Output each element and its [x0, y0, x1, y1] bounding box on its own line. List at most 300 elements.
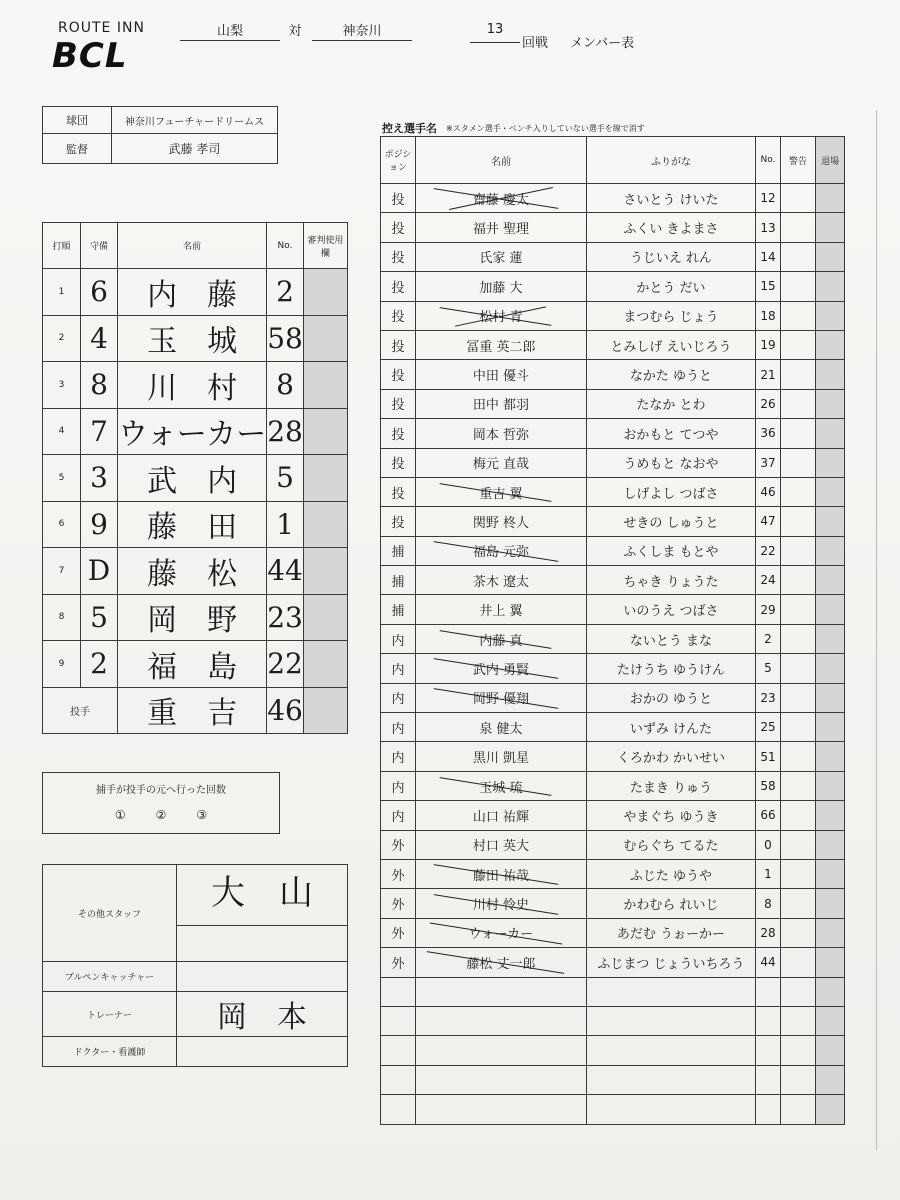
empty-cell: [416, 1036, 587, 1065]
lineup-pos: 5: [81, 594, 118, 641]
lineup-order: 9: [43, 641, 81, 688]
bench-pos: 内: [381, 683, 416, 712]
bench-name: 茶木 遼太: [472, 574, 530, 590]
bench-pos: 捕: [381, 595, 416, 624]
bench-eject-cell: [816, 301, 845, 330]
bench-name-cell: [416, 801, 587, 830]
empty-cell: [381, 1065, 416, 1094]
bench-kana: むらぐち てるた: [587, 830, 756, 859]
empty-cell: [381, 977, 416, 1006]
bench-kana: とみしげ えいじろう: [587, 330, 756, 359]
bench-name-cell: [416, 830, 587, 859]
team-info-table: [42, 106, 278, 164]
other-staff-value: 大 山: [177, 865, 347, 926]
bench-name: 齋藤 慶太: [473, 189, 529, 208]
empty-cell: [587, 1006, 756, 1035]
bench-header-eject: 退場: [816, 137, 845, 184]
bench-pos: 内: [381, 742, 416, 771]
bench-kana: いずみ けんた: [587, 713, 756, 742]
bench-pos: 投: [381, 330, 416, 359]
lineup-name: ウォーカー: [118, 408, 267, 455]
bench-pos: 内: [381, 771, 416, 800]
bench-pos: 内: [381, 624, 416, 653]
empty-cell: [781, 977, 816, 1006]
bench-name-cell: [416, 360, 587, 389]
bench-eject-cell: [816, 918, 845, 947]
bench-eject-cell: [816, 889, 845, 918]
bench-warn-cell: [781, 389, 816, 418]
bench-name: 玉城 琉: [479, 777, 522, 796]
empty-cell: [781, 1065, 816, 1094]
staff-table: [42, 864, 348, 1067]
bench-name: 川村 怜史: [473, 894, 529, 913]
lineup-pos: 4: [81, 315, 118, 362]
bench-name-cell: [416, 301, 587, 330]
bench-no: 2: [756, 624, 781, 653]
bullpen-catcher-label: ブルペンキャッチャー: [43, 962, 177, 992]
bench-kana: たけうち ゆうけん: [587, 654, 756, 683]
bench-row-empty: [381, 977, 845, 1006]
lineup-order: 8: [43, 594, 81, 641]
empty-cell: [416, 1095, 587, 1124]
bench-title: 控え選手名: [382, 122, 437, 135]
bench-header-kana: ふりがな: [587, 137, 756, 184]
bench-kana: かとう だい: [587, 272, 756, 301]
lineup-pos: 9: [81, 501, 118, 548]
lineup-pos: 2: [81, 641, 118, 688]
bench-no: 58: [756, 771, 781, 800]
empty-cell: [587, 1065, 756, 1094]
bench-header-name: 名前: [416, 137, 587, 184]
lineup-row: [43, 362, 348, 409]
lineup-header-name: 名前: [118, 223, 267, 269]
bench-row: [381, 654, 845, 683]
bench-pos: 外: [381, 948, 416, 977]
bench-eject-cell: [816, 683, 845, 712]
lineup-no: 28: [267, 408, 304, 455]
bench-warn-cell: [781, 771, 816, 800]
bench-name: 福井 聖理: [472, 222, 530, 238]
bench-row: [381, 859, 845, 888]
bench-warn-cell: [781, 184, 816, 213]
bench-row: [381, 742, 845, 771]
margin-line: [876, 110, 877, 1150]
bench-name-cell: [416, 507, 587, 536]
bench-warn-cell: [781, 830, 816, 859]
bench-eject-cell: [816, 801, 845, 830]
empty-eject-cell: [816, 977, 845, 1006]
lineup-order: 6: [43, 501, 81, 548]
bench-no: 1: [756, 859, 781, 888]
bench-no: 15: [756, 272, 781, 301]
bench-row: [381, 948, 845, 977]
bench-warn-cell: [781, 801, 816, 830]
bench-row: [381, 801, 845, 830]
lineup-header-no: No.: [267, 223, 304, 269]
bench-row: [381, 713, 845, 742]
bench-pos: 外: [381, 830, 416, 859]
doctor-value: [177, 1037, 348, 1067]
lineup-no: 8: [267, 362, 304, 409]
lineup-header-pos: 守備: [81, 223, 118, 269]
bench-row: [381, 242, 845, 271]
bench-eject-cell: [816, 242, 845, 271]
bench-row: [381, 595, 845, 624]
bench-kana: せきの しゅうと: [587, 507, 756, 536]
visit-mark-1: ①: [114, 808, 126, 822]
bench-kana: しげよし つばさ: [587, 477, 756, 506]
lineup-name: 内 藤: [118, 269, 267, 316]
bench-pos: 投: [381, 419, 416, 448]
bench-kana: うめもと なおや: [587, 448, 756, 477]
bench-name: 井上 翼: [479, 604, 523, 620]
bench-eject-cell: [816, 742, 845, 771]
other-staff-blank: [177, 926, 347, 961]
empty-eject-cell: [816, 1006, 845, 1035]
bench-pos: 投: [381, 360, 416, 389]
visit-mark-3: ③: [196, 808, 208, 822]
bench-row: [381, 477, 845, 506]
bench-warn-cell: [781, 213, 816, 242]
bench-eject-cell: [816, 771, 845, 800]
home-team: 山梨: [216, 24, 243, 39]
bench-name: 武内 勇賢: [473, 659, 529, 678]
lineup-name: 岡 野: [118, 594, 267, 641]
bench-note: ※スタメン選手・ベンチ入りしていない選手を線で消す: [446, 124, 645, 133]
lineup-name: 藤 松: [118, 548, 267, 595]
bench-no: 5: [756, 654, 781, 683]
empty-eject-cell: [816, 1065, 845, 1094]
bench-warn-cell: [781, 360, 816, 389]
bench-eject-cell: [816, 213, 845, 242]
empty-cell: [416, 977, 587, 1006]
lineup-no: 58: [267, 315, 304, 362]
bench-kana: たまき りゅう: [587, 771, 756, 800]
empty-cell: [381, 1036, 416, 1065]
bench-name-cell: [416, 918, 587, 947]
lineup-no: 23: [267, 594, 304, 641]
bench-header-warn: 警告: [781, 137, 816, 184]
bench-kana: たなか とわ: [587, 389, 756, 418]
lineup-pos: 8: [81, 362, 118, 409]
empty-cell: [587, 1095, 756, 1124]
bench-no: 18: [756, 301, 781, 330]
bench-kana: なかた ゆうと: [587, 360, 756, 389]
bench-name-cell: [416, 419, 587, 448]
bench-pos: 投: [381, 507, 416, 536]
bench-warn-cell: [781, 566, 816, 595]
empty-cell: [756, 1095, 781, 1124]
bench-kana: おかの ゆうと: [587, 683, 756, 712]
bench-kana: ちゃき りょうた: [587, 566, 756, 595]
lineup-umpire-cell: [303, 501, 347, 548]
visit-mark-2: ②: [155, 808, 167, 822]
lineup-order: 1: [43, 269, 81, 316]
trainer-value: 岡 本: [177, 992, 348, 1037]
bench-warn-cell: [781, 742, 816, 771]
sheet-title: メンバー表: [570, 36, 635, 51]
bench-name-cell: [416, 595, 587, 624]
bench-kana: ふじまつ じょういちろう: [587, 948, 756, 977]
bench-eject-cell: [816, 948, 845, 977]
bench-row: [381, 360, 845, 389]
lineup-no: 5: [267, 455, 304, 502]
empty-cell: [781, 1006, 816, 1035]
bench-row: [381, 536, 845, 565]
bench-name: 内藤 真: [479, 630, 522, 649]
bench-name-cell: [416, 184, 587, 213]
bench-name-cell: [416, 536, 587, 565]
home-team-line: [180, 40, 280, 41]
lineup-umpire-cell: [303, 269, 347, 316]
bench-eject-cell: [816, 419, 845, 448]
lineup-name: 福 島: [118, 641, 267, 688]
bench-name: 岡本 哲弥: [472, 427, 530, 443]
bench-name: 関野 柊人: [472, 515, 530, 531]
bench-no: 12: [756, 184, 781, 213]
bench-name-cell: [416, 771, 587, 800]
bench-kana: おかもと てつや: [587, 419, 756, 448]
bench-eject-cell: [816, 507, 845, 536]
bench-row: [381, 301, 845, 330]
bench-eject-cell: [816, 566, 845, 595]
bench-name-cell: [416, 389, 587, 418]
bench-row-empty: [381, 1036, 845, 1065]
bench-no: 23: [756, 683, 781, 712]
vs-label: 対: [288, 24, 302, 39]
bench-row: [381, 918, 845, 947]
bench-no: 13: [756, 213, 781, 242]
bench-pos: 投: [381, 272, 416, 301]
lineup-row: [43, 408, 348, 455]
bench-warn-cell: [781, 683, 816, 712]
bench-row: [381, 566, 845, 595]
bench-kana: ふじた ゆうや: [587, 859, 756, 888]
bench-name: 黒川 凱星: [472, 751, 530, 767]
catcher-visits-box: [42, 772, 280, 834]
bench-name-cell: [416, 889, 587, 918]
bench-row: [381, 889, 845, 918]
team-label: 球団: [43, 107, 112, 134]
bench-pos: 捕: [381, 566, 416, 595]
bench-row: [381, 830, 845, 859]
bench-name: 冨重 英二郎: [466, 339, 536, 355]
doctor-label: ドクター・看護師: [43, 1037, 177, 1067]
lineup-header-umpire: 審判使用欄: [303, 223, 347, 269]
bench-warn-cell: [781, 624, 816, 653]
lineup-no: 1: [267, 501, 304, 548]
bench-warn-cell: [781, 889, 816, 918]
bench-eject-cell: [816, 859, 845, 888]
bench-kana: やまぐち ゆうき: [587, 801, 756, 830]
bench-name: 梅元 直哉: [472, 457, 530, 473]
bench-warn-cell: [781, 859, 816, 888]
lineup-umpire-cell: [303, 362, 347, 409]
bench-warn-cell: [781, 301, 816, 330]
bench-kana: くろかわ かいせい: [587, 742, 756, 771]
bench-warn-cell: [781, 595, 816, 624]
bench-row-empty: [381, 1095, 845, 1124]
bench-row: [381, 683, 845, 712]
bench-table: [380, 136, 845, 1125]
lineup-pos: 3: [81, 455, 118, 502]
bench-pos: 投: [381, 213, 416, 242]
bench-pos: 投: [381, 477, 416, 506]
lineup-name: 玉 城: [118, 315, 267, 362]
lineup-order: 3: [43, 362, 81, 409]
bench-eject-cell: [816, 713, 845, 742]
bench-no: 19: [756, 330, 781, 359]
bench-name-cell: [416, 654, 587, 683]
bench-name-cell: [416, 742, 587, 771]
bench-name: 岡野 優翔: [473, 688, 529, 707]
empty-cell: [756, 1065, 781, 1094]
bench-row: [381, 448, 845, 477]
bench-row: [381, 184, 845, 213]
bench-warn-cell: [781, 477, 816, 506]
bench-name-cell: [416, 683, 587, 712]
bench-kana: ふくしま もとや: [587, 536, 756, 565]
bench-no: 8: [756, 889, 781, 918]
catcher-visits-label: 捕手が投手の元へ行った回数: [96, 785, 226, 796]
lineup-order: 7: [43, 548, 81, 595]
bench-kana: ないとう まな: [587, 624, 756, 653]
bench-kana: まつむら じょう: [587, 301, 756, 330]
bench-warn-cell: [781, 918, 816, 947]
lineup-row: [43, 548, 348, 595]
bench-name: ウォーカー: [469, 923, 533, 942]
logo-route-inn: ROUTE INN: [58, 20, 145, 36]
other-staff-label: その他スタッフ: [43, 865, 177, 962]
team-value: 神奈川フューチャードリームス: [112, 107, 278, 134]
lineup-umpire-cell: [303, 455, 347, 502]
bullpen-catcher-value: [177, 962, 348, 992]
bench-pos: 内: [381, 713, 416, 742]
bench-name-cell: [416, 713, 587, 742]
bench-no: 28: [756, 918, 781, 947]
bench-name: 泉 健太: [479, 721, 523, 737]
manager-value: 武藤 孝司: [112, 134, 278, 164]
lineup-umpire-cell: [303, 408, 347, 455]
empty-cell: [587, 977, 756, 1006]
pitcher-label: 投手: [43, 687, 118, 733]
bench-row: [381, 389, 845, 418]
empty-eject-cell: [816, 1036, 845, 1065]
lineup-row: [43, 641, 348, 688]
bench-name: 福島 元弥: [473, 541, 529, 560]
bench-no: 46: [756, 477, 781, 506]
bench-warn-cell: [781, 419, 816, 448]
bench-eject-cell: [816, 477, 845, 506]
pitcher-umpire-cell: [303, 687, 347, 733]
bench-name-cell: [416, 272, 587, 301]
bench-eject-cell: [816, 272, 845, 301]
bench-no: 24: [756, 566, 781, 595]
bench-warn-cell: [781, 448, 816, 477]
away-team: 神奈川: [342, 24, 382, 39]
lineup-no: 44: [267, 548, 304, 595]
bench-eject-cell: [816, 830, 845, 859]
lineup-umpire-cell: [303, 315, 347, 362]
empty-cell: [756, 1006, 781, 1035]
empty-cell: [781, 1036, 816, 1065]
empty-eject-cell: [816, 1095, 845, 1124]
lineup-name: 藤 田: [118, 501, 267, 548]
empty-cell: [587, 1036, 756, 1065]
bench-no: 21: [756, 360, 781, 389]
bench-no: 22: [756, 536, 781, 565]
bench-warn-cell: [781, 654, 816, 683]
bench-no: 37: [756, 448, 781, 477]
lineup-umpire-cell: [303, 594, 347, 641]
round-label: 回戦: [522, 36, 549, 51]
bench-no: 51: [756, 742, 781, 771]
pitcher-name: 重 吉: [118, 687, 267, 733]
trainer-label: トレーナー: [43, 992, 177, 1037]
logo-bcl: BCL: [52, 36, 128, 76]
lineup-row: [43, 455, 348, 502]
lineup-order: 4: [43, 408, 81, 455]
bench-row-empty: [381, 1065, 845, 1094]
lineup-order: 2: [43, 315, 81, 362]
lineup-umpire-cell: [303, 641, 347, 688]
lineup-umpire-cell: [303, 548, 347, 595]
lineup-row: [43, 594, 348, 641]
empty-cell: [416, 1006, 587, 1035]
bench-pos: 外: [381, 859, 416, 888]
bench-kana: あだむ うぉーかー: [587, 918, 756, 947]
bench-no: 66: [756, 801, 781, 830]
bench-row: [381, 213, 845, 242]
bench-row: [381, 507, 845, 536]
bench-name-cell: [416, 859, 587, 888]
lineup-no: 22: [267, 641, 304, 688]
lineup-row: [43, 269, 348, 316]
bench-no: 25: [756, 713, 781, 742]
empty-cell: [756, 1036, 781, 1065]
away-team-line: [312, 40, 412, 41]
bench-name-cell: [416, 330, 587, 359]
bench-kana: さいとう けいた: [587, 184, 756, 213]
lineup-pitcher-row: [43, 687, 348, 733]
bench-pos: 投: [381, 389, 416, 418]
bench-name: 加藤 大: [479, 280, 523, 296]
lineup-pos: D: [81, 548, 118, 595]
bench-name: 藤田 祐哉: [473, 865, 529, 884]
bench-name: 村口 英大: [472, 839, 530, 855]
bench-header-pos: ポジション: [381, 137, 416, 184]
lineup-pos: 7: [81, 408, 118, 455]
bench-pos: 内: [381, 654, 416, 683]
bench-warn-cell: [781, 536, 816, 565]
bench-name: 藤松 丈一郎: [466, 953, 535, 972]
bench-name: 田中 都羽: [472, 398, 530, 414]
bench-row: [381, 771, 845, 800]
bench-pos: 内: [381, 801, 416, 830]
bench-name: 中田 優斗: [472, 369, 530, 385]
bench-warn-cell: [781, 272, 816, 301]
bench-name: 氏家 蓮: [479, 251, 523, 267]
bench-pos: 外: [381, 889, 416, 918]
lineup-name: 武 内: [118, 455, 267, 502]
bench-pos: 投: [381, 242, 416, 271]
bench-kana: ふくい きよまさ: [587, 213, 756, 242]
bench-warn-cell: [781, 330, 816, 359]
bench-pos: 投: [381, 448, 416, 477]
bench-row: [381, 330, 845, 359]
bench-row: [381, 624, 845, 653]
bench-pos: 外: [381, 918, 416, 947]
